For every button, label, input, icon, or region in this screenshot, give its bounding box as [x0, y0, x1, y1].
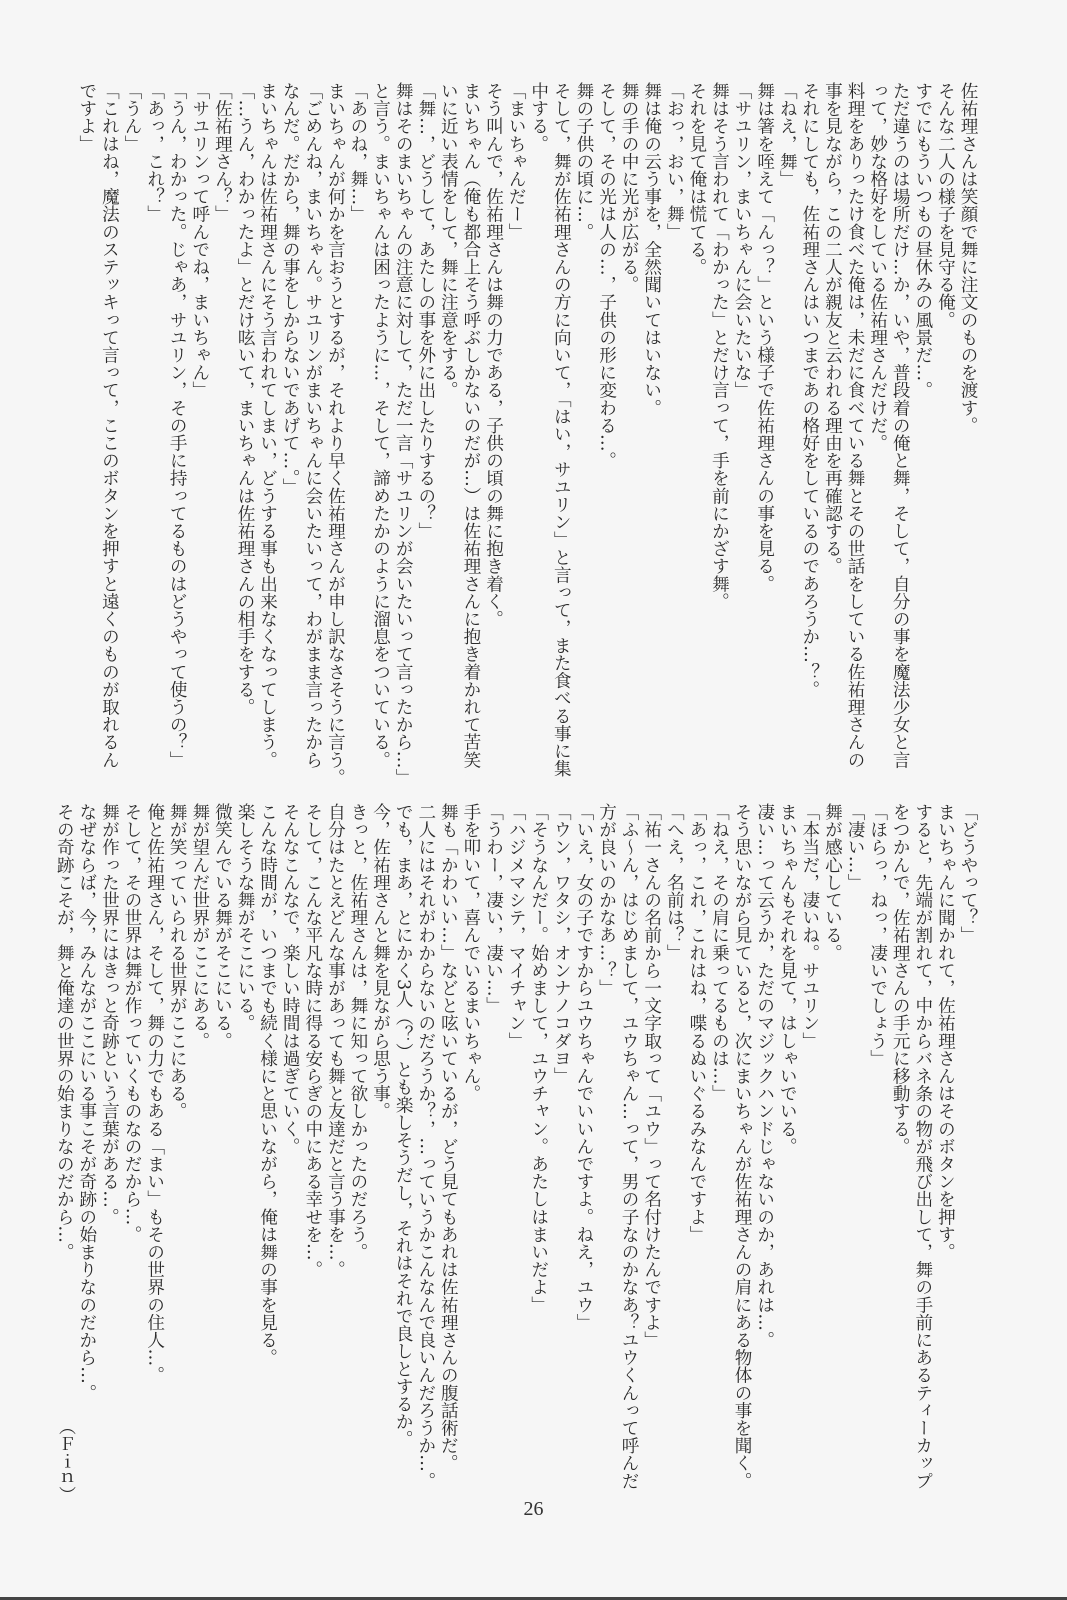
text-line: ただ違うのは場所だけ…か，いや，普段着の俺と舞，そして，自分の事を魔法少女と言 — [890, 82, 911, 769]
text-line: 「そうなんだー。始めまして，ユウチャン。あたしはまいだよ」 — [528, 803, 549, 1314]
text-line: 舞の子供の頃に…。 — [573, 82, 594, 241]
text-line: 「ふ～ん，はじめまして，ユウちゃん…って，男の子なのかなあ？ユウくんって呼んだ — [619, 803, 640, 1490]
text-line: 「ウン，ワタシ，オンナノコダヨ」 — [551, 803, 572, 1085]
text-line: 「あっ，これ，これはね，喋るぬいぐるみなんですよ」 — [686, 803, 707, 1243]
text-line: をつかんで，佐祐理さんの手元に移動する。 — [890, 803, 911, 1155]
text-line: と言う。まいちゃんは困ったように…，そして，諦めたかのように溜息をついている。 — [370, 82, 391, 769]
text-line: 「…うん，わかったよ」とだけ呟いて，まいちゃんは佐祐理さんの相手をする。 — [235, 82, 255, 716]
text-line: まいちゃんが何かを言おうとするが，それより早く佐祐理さんが申し訳なさそうに言う。 — [325, 82, 346, 786]
text-line: すでにもういつもの昼休みの風景だ…。 — [912, 82, 933, 399]
text-line: 二人にはそれがわからないのだろうか？，…っていうかこんなんで良いんだろうか…。 — [415, 803, 436, 1490]
text-line: 中する。 — [528, 82, 549, 153]
text-line: まいちゃんは佐祐理さんにそう言われてしまい，どうする事も出来なくなってしまう。 — [257, 82, 278, 769]
text-line: きっと，佐祐理さんは，舞に知って欲しかったのだろう。 — [347, 803, 368, 1261]
text-line: 舞の手の中に光が広がる。 — [619, 82, 640, 294]
text-line: 料理をありったけ食べた俺は，未だに食べている舞とその世話をしている佐祐理さんの — [845, 82, 866, 769]
text-line: 凄い…って云うか，ただのマジックハンドじゃないのか，あれは…。 — [754, 803, 775, 1349]
text-line: なんだ。だから，舞の事をしからないであげて…。」 — [280, 82, 301, 496]
text-line: そんな二人の様子を見守る俺。 — [935, 82, 956, 329]
text-line: そして，こんな平凡な時に得る安らぎの中にある幸せを…。 — [302, 803, 323, 1279]
text-line: その奇跡こそが，舞と俺達の世界の始まりなのだから…。 — [54, 803, 75, 1261]
text-line: 舞が笑っていられる世界がここにある。 — [167, 803, 188, 1120]
fin-mark: （Ｆｉｎ） — [55, 1418, 75, 1503]
text-line: まいちゃん（俺も都合上そう呼ぶしかないのだが…）は佐祐理さんに抱き着かれて苦笑 — [460, 82, 481, 769]
text-line: 「うわー，凄い，凄い…」 — [483, 803, 504, 1015]
text-line: 舞は箸を咥えて「んっ？」という様子で佐祐理さんの事を見る。 — [754, 82, 775, 593]
text-line: 「どうやって？」 — [958, 803, 978, 944]
text-line: 「あのね，舞…」 — [347, 82, 368, 223]
text-line: 微笑んでいる舞がそこにいる。 — [212, 803, 233, 1050]
text-line: 舞が望んだ世界がここにある。 — [189, 803, 210, 1050]
text-line: 「ねえ，舞」 — [777, 82, 798, 188]
text-line: ですよ」 — [76, 82, 97, 153]
text-line: 舞はそう言われて「わかった」とだけ言って，手を前にかざす舞。 — [709, 82, 730, 610]
text-line: いに近い表情をして，舞に注意をする。 — [438, 82, 459, 399]
text-line: 「おっ，おい，舞」 — [664, 82, 685, 241]
text-line: 舞が作った世界にはきっと奇跡という言葉がある…。 — [99, 803, 120, 1226]
text-line: 「これはね，魔法のステッキって言って，ここのボタンを押すと遠くのものが取れるん — [99, 82, 120, 769]
text-line: 「本当だ，凄いね。サユリン」 — [799, 803, 820, 1050]
text-line: 「まいちゃんだー」 — [506, 82, 527, 241]
text-line: でも，まあ，とにかく3人（？）とも楽しそうだし，それはそれで良しとするか。 — [393, 803, 414, 1448]
text-line: まいちゃんもそれを見て，はしゃいでいる。 — [777, 803, 798, 1155]
text-line: 舞は俺の云う事を，全然聞いてはいない。 — [641, 82, 662, 417]
text-line: 「ねえ，その肩に乗ってるものは…」 — [709, 803, 730, 1103]
text-line: 方が良いのかなあ…？」 — [596, 803, 617, 997]
text-line: 楽しそうな舞がそこにいる。 — [235, 803, 255, 1032]
page-number: 26 — [523, 1498, 544, 1520]
text-line: そして，舞が佐祐理さんの方に向いて，「はい，サユリン」と言って，また食べる事に集 — [551, 82, 572, 778]
text-line: 「ハジメマシテ，マイチャン」 — [506, 803, 527, 1050]
text-line: 「ほらっ，ねっ，凄いでしょう」 — [867, 803, 888, 1067]
lower-text-block — [53, 803, 979, 1490]
text-line: 俺と佐祐理さん，そして，舞の力でもある「まい」もその世界の住人…。 — [144, 803, 165, 1384]
upper-text-block — [75, 82, 979, 797]
text-line: 「舞…，どうして，あたしの事を外に出したりするの？」 — [415, 82, 436, 540]
text-line: 舞が感心している。 — [822, 803, 843, 962]
text-line: すると，先端が割れて，中からバネ条の物が飛び出して，舞の手前にあるティーカップ — [912, 803, 933, 1490]
text-line: 「サユリン，まいちゃんに会いたいな」 — [732, 82, 753, 399]
text-line: 「へえ，名前は？」 — [664, 803, 685, 962]
text-line: 舞はそのまいちゃんの注意に対して，ただ一言「サユリンが会いたいって言ったから…」 — [393, 82, 414, 786]
text-line: そして，その光は人の…，子供の形に変わる…。 — [596, 82, 617, 470]
text-line: 舞も「かわいい…」などと呟いているが，どう見てもあれは佐祐理さんの腹話術だ。 — [438, 803, 459, 1472]
text-line: 自分はたとえどんな事があっても舞と友達だと言う事を…。 — [325, 803, 346, 1279]
text-line: そんなこんなで，楽しい時間は過ぎていく。 — [280, 803, 301, 1155]
text-line: 「祐一さんの名前から一文字取って「ユウ」って名付けたんですよ」 — [641, 803, 662, 1349]
text-line: そして，その世界は舞が作っていくものなのだから…。 — [122, 803, 143, 1243]
text-line: 「うん」 — [122, 82, 143, 153]
text-line: 佐祐理さんは笑顔で舞に注文のものを渡す。 — [958, 82, 978, 434]
text-line: 「うん，わかった。じゃあ，サユリン，その手に持ってるものはどうやって使うの？」 — [167, 82, 188, 769]
text-line: 手を叩いて，喜んでいるまいちゃん。 — [460, 803, 481, 1103]
text-line: まいちゃんに聞かれて，佐祐理さんはそのボタンを押す。 — [935, 803, 956, 1261]
text-line: それを見て俺は慌てる。 — [686, 82, 707, 276]
text-line: 「サユリンって呼んでね，まいちゃん」 — [189, 82, 210, 399]
text-line: なぜならば，今，みんながここにいる事こそが奇跡の始まりなのだから…。 — [76, 803, 97, 1402]
text-line: 今，佐祐理さんと舞を見ながら思う事。 — [370, 803, 391, 1120]
text-line: それにしても，佐祐理さんはいつまであの格好をしているのであろうか…？。 — [799, 82, 820, 698]
text-line: そう思いながら見ていると，次にまいちゃんが佐祐理さんの肩にある物体の事を聞く。 — [732, 803, 753, 1490]
text-line: 事を見ながら，この二人が親友と云われる理由を再確認する。 — [822, 82, 843, 575]
text-line: 「凄い…」 — [845, 803, 866, 891]
text-line: こんな時間が，いつまでも続く様にと思いながら，俺は舞の事を見る。 — [257, 803, 278, 1367]
text-line: 「あっ，これ？」 — [144, 82, 165, 223]
text-line: 「ごめんね，まいちゃん。サユリンがまいちゃんに会いたいって，わがまま言ったから — [302, 82, 323, 769]
text-line: って，妙な格好をしている佐祐理さんだけだ。 — [867, 82, 888, 452]
text-line: 「いえ，女の子ですからユウちゃんでいいんですよ。ねえ，ユウ」 — [573, 803, 594, 1331]
text-line: そう叫んで，佐祐理さんは舞の力である，子供の頃の舞に抱き着く。 — [483, 82, 504, 628]
text-line: 「佐祐理さん？」 — [212, 82, 233, 223]
